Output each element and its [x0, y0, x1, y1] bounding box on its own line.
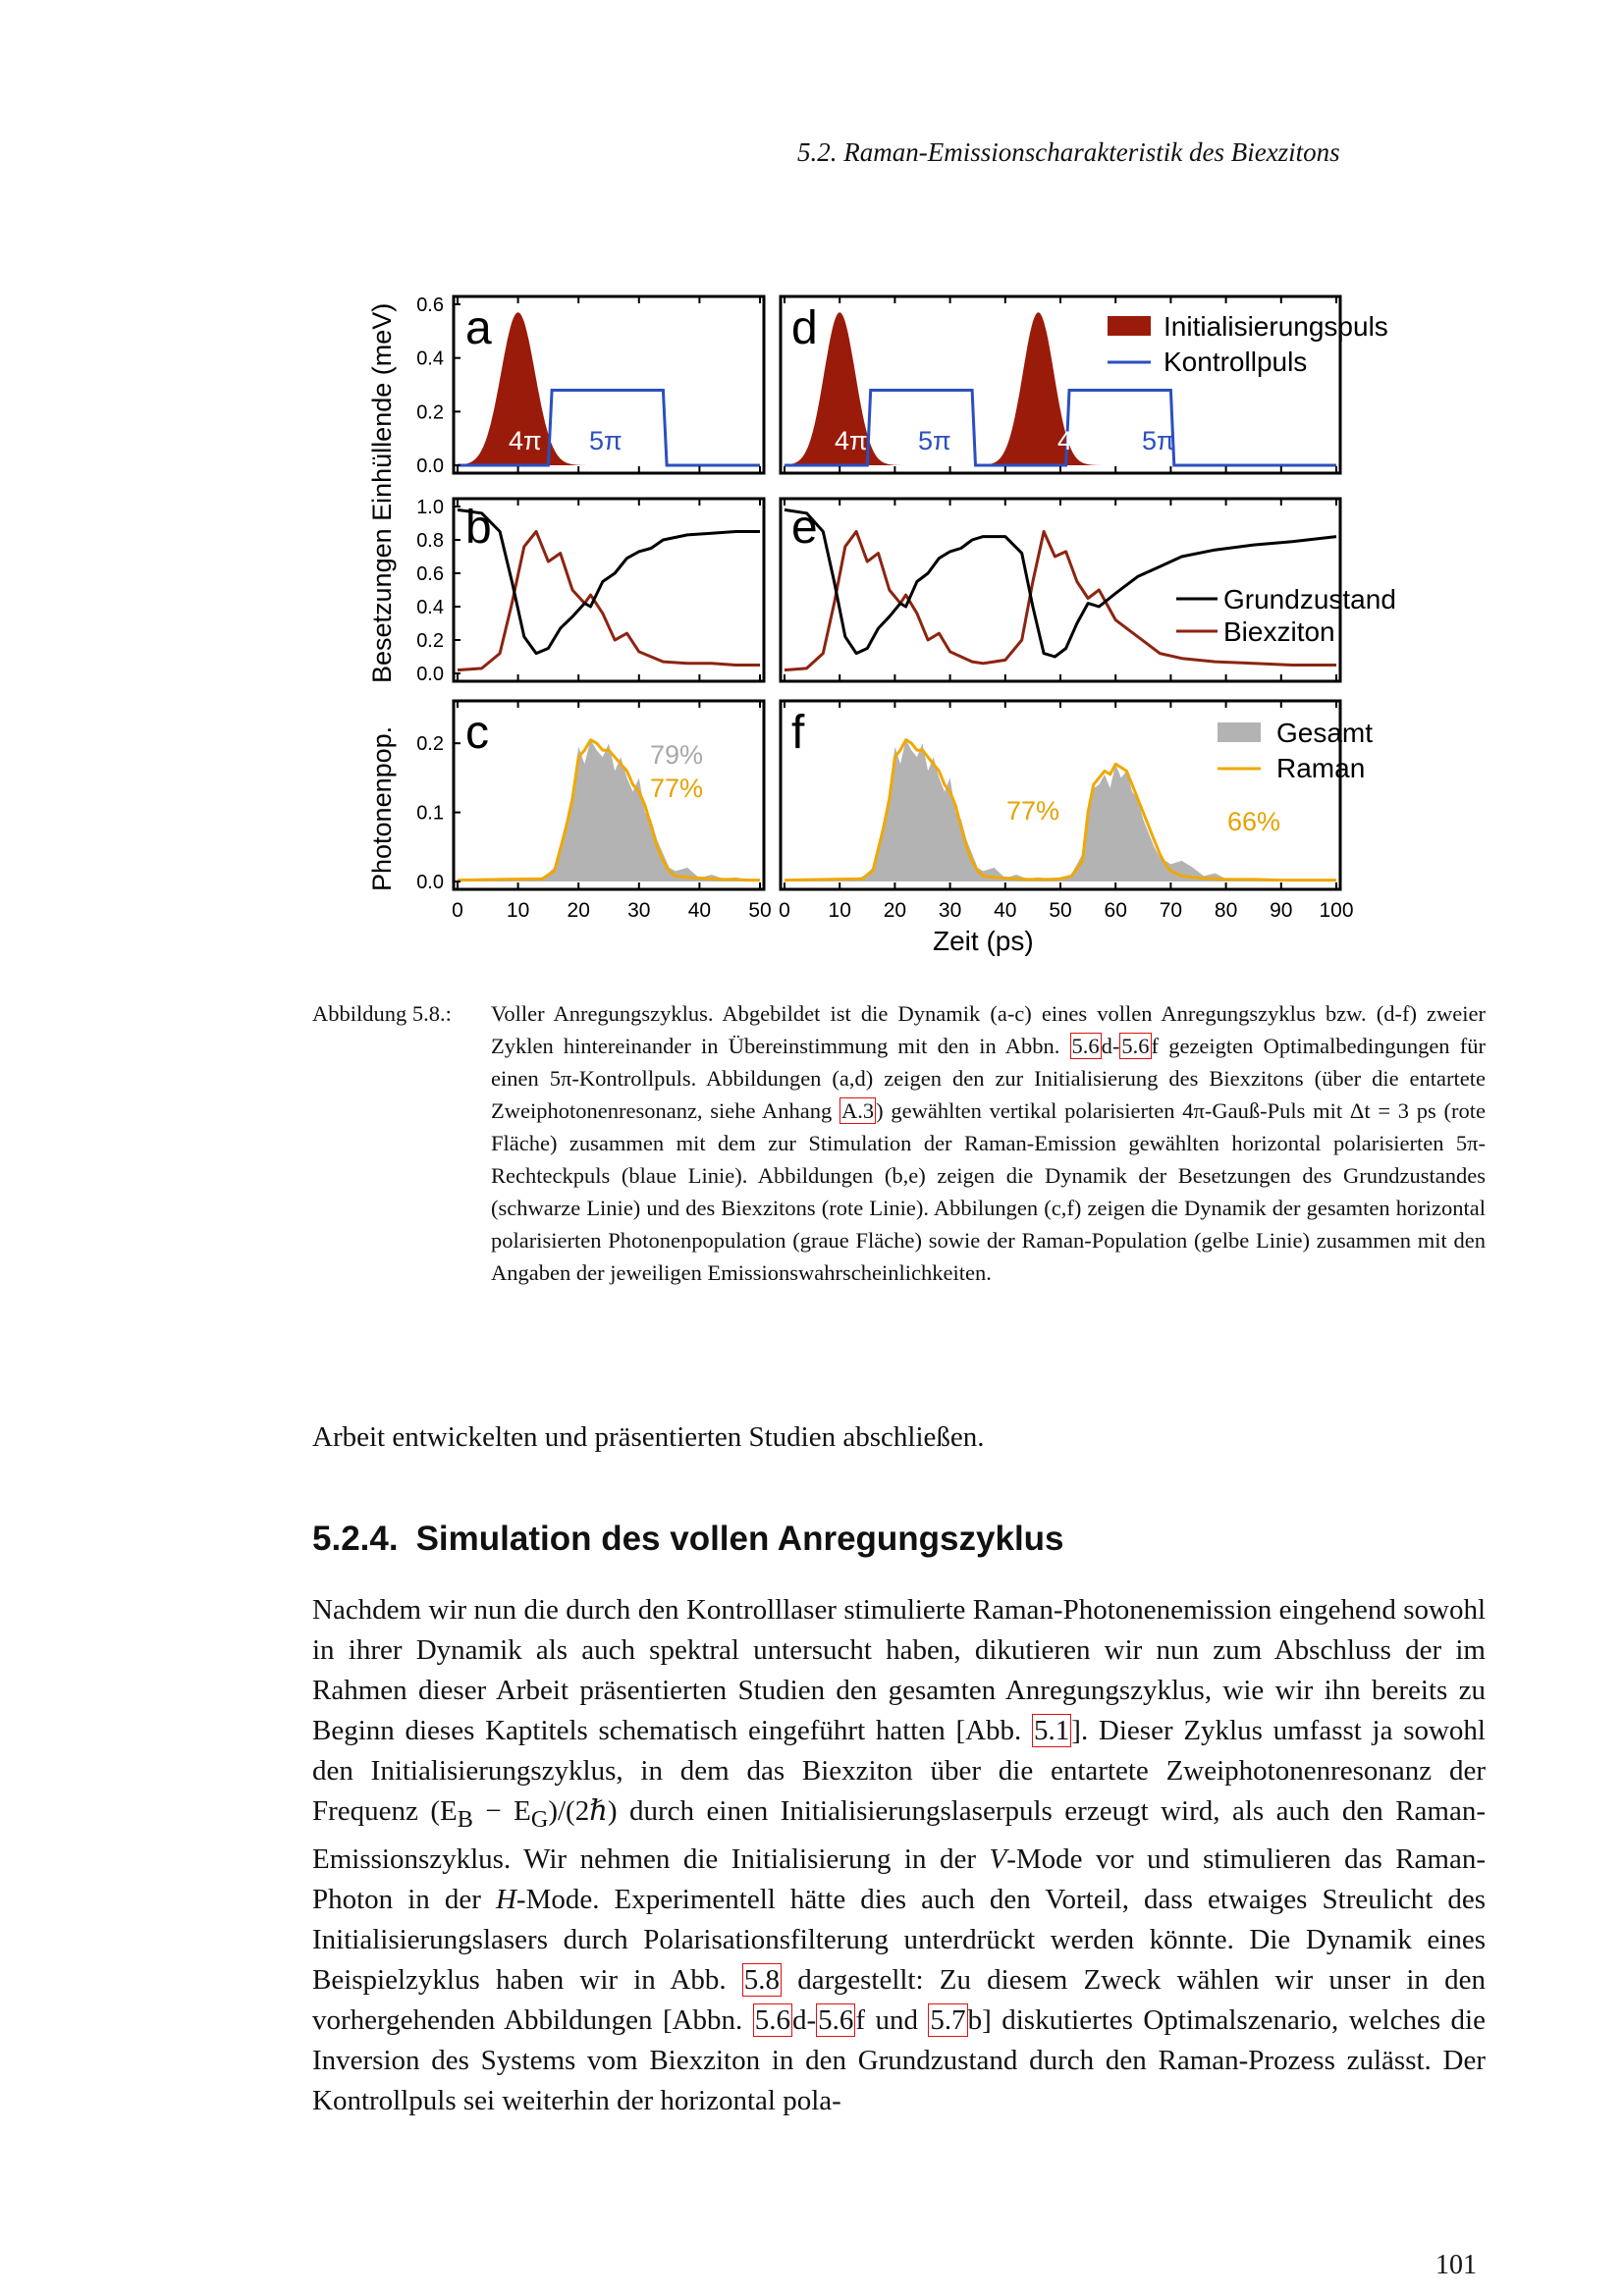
subscript: G	[530, 1805, 549, 1833]
section-title: Simulation des vollen Anregungszyklus	[415, 1520, 1064, 1558]
body-text: − E	[472, 1795, 531, 1827]
panel-letter-c: c	[465, 707, 489, 759]
panel-letter-e: e	[791, 502, 818, 554]
ref-link[interactable]: 5.6	[818, 2003, 854, 2036]
pulse-label-init-d2: 4π	[1057, 426, 1091, 455]
figure-5-8	[353, 263, 1434, 989]
panel-c-ytick-label: 0.2	[416, 733, 444, 756]
legend-total-swatch	[1218, 722, 1261, 742]
panel-c-ytick-label: 0.1	[416, 802, 444, 825]
section-heading	[312, 1520, 1064, 1559]
body-text: d-	[791, 2003, 817, 2036]
legend-raman-label: Raman	[1276, 753, 1366, 783]
body-text: -Mode. Experimentell hätte dies auch den Vorteil, dass etwaiges Streulicht des Initialisierungslasers durch Polarisationsfilterung unterdrückt werden könnte. Die Dynamik eines Beispielzyklus haben wir in Abb.	[312, 1883, 1487, 1996]
xtick-label: 80	[1214, 899, 1238, 922]
ref-link[interactable]: 5.6	[1071, 1034, 1100, 1058]
c-raman-pct: 77%	[650, 774, 704, 803]
panel-a-ytick-label: 0.4	[416, 347, 444, 370]
panel-c-ytick-label: 0.0	[416, 872, 444, 893]
xtick-label: 60	[1104, 899, 1127, 922]
legend-init-swatch	[1108, 316, 1151, 336]
xtick-label: 10	[828, 899, 851, 922]
caption-label: Abbildung 5.8.:	[312, 1001, 452, 1026]
figure-caption	[312, 997, 1486, 1289]
xtick-label: 40	[994, 899, 1017, 922]
panel-letter-f: f	[791, 707, 805, 759]
body-text: Nachdem wir nun die durch den Kontrolllaser stimulierte Raman-Photonenemission eingehend sowohl in ihrer Dynamik als auch spektral untersucht haben, dikutieren wir nun zum Abschluss der im Rahmen dieser Arbeit präsentierten Studien den gesamten Anregungszyklus, wie wir ihn bereits zu Beginn dieses Kaptitels schematisch eingeführt hatten [Abb.	[312, 1594, 1486, 1746]
ref-link[interactable]: 5.7	[930, 2003, 966, 2036]
body-text: dargestellt: Zu diesem Zweck wählen wir unser in den vorhergehenden Abbildungen [Abbn.	[312, 1963, 1486, 2036]
caption-text: f gezeigten Optimalbedingungen für einen 5π-Kontrollpuls. Abbildungen (a,d) zeigen den zur Initialisierung des Biexzitons (über die entartete Zweiphotonenresonanz, siehe Anhang	[491, 1034, 1486, 1123]
pulse-label-ctrl-d1: 5π	[918, 426, 951, 455]
pulse-label-ctrl-a: 5π	[589, 426, 623, 455]
xtick-label: 10	[506, 899, 530, 922]
panel-a-ytick-label: 0.6	[416, 294, 444, 316]
panel-b-ytick-label: 0.8	[416, 530, 444, 552]
ref-link[interactable]: A.3	[841, 1098, 875, 1123]
math-h: H	[495, 1883, 516, 1915]
xtick-label: 30	[627, 899, 651, 922]
panel-letter-a: a	[465, 302, 492, 354]
body-text: )/(2ℏ) durch einen Initialisierungslaserpuls erzeugt wird, als auch den Raman-Emissionszyklus. Wir nehmen die Initialisierung in der	[312, 1795, 1486, 1875]
total-photon-area	[458, 740, 760, 881]
ref-link[interactable]: 5.6	[1121, 1034, 1150, 1058]
legend-biex-label: Biexziton	[1223, 616, 1335, 647]
c-total-pct: 79%	[650, 740, 704, 770]
panel-b-ytick-label: 0.2	[416, 630, 444, 652]
caption-text: ) gewählten vertikal polarisierten 4π-Gauß-Puls mit Δt = 3 ps (rote Fläche) zusammen mit dem zur Stimulation der Raman-Emission gewählten horizontal polarisierten 5π-Rechteckpuls (blaue Linie). Abbildungen (b,e) zeigen die Dynamik der Besetzungen des Grundzustandes (schwarze Linie) und des Biexzitons (rote Linie). Abbilungen (c,f) zeigen die Dynamik der gesamten horizontal polarisierten Photonenpopulation (graue Fläche) sowie der Raman-Population (gelbe Linie) zusammen mit den Angaben der jeweiligen Emissionswahrscheinlichkeiten.	[491, 1098, 1487, 1285]
y-label-top: Besetzungen Einhüllende (meV)	[367, 302, 397, 683]
xtick-label: 0	[779, 899, 790, 922]
ref-link[interactable]: 5.8	[743, 1963, 781, 1996]
body-text: ]. Dieser Zyklus umfasst ja sowohl den Initialisierungszyklus, in dem das Biexziton über die entartete Zweiphotonenresonanz der Frequenz (E	[312, 1715, 1486, 1827]
panel-a-ytick-label: 0.2	[416, 401, 444, 424]
xtick-label: 70	[1159, 899, 1183, 922]
legend-ground-label: Grundzustand	[1223, 584, 1396, 614]
caption-text: Voller Anregungszyklus. Abgebildet ist die Dynamik (a-c) eines vollen Anregungszyklus bzw. (d-f) zweier Zyklen hintereinander in Übereinstimmung mit den in Abbn.	[491, 1001, 1486, 1058]
y-label-bottom: Photonenpop.	[367, 725, 397, 891]
body-paragraph	[312, 1590, 1486, 2121]
body-text: f und	[855, 2003, 929, 2036]
body-text: -Mode vor und stimulieren das Raman-Photon in der	[312, 1842, 1487, 1915]
f-first-pct: 77%	[1006, 796, 1060, 826]
panel-a-ytick-label: 0.0	[416, 455, 444, 477]
legend-total-label: Gesamt	[1276, 718, 1374, 748]
page-number: 101	[1435, 2250, 1477, 2280]
xtick-label: 90	[1270, 899, 1293, 922]
panel-b-ytick-label: 0.0	[416, 664, 444, 685]
x-axis-label: Zeit (ps)	[933, 926, 1034, 956]
legend-init-label: Initialisierungspuls	[1164, 311, 1388, 342]
panel-b-ytick-label: 0.4	[416, 597, 444, 618]
xtick-label: 40	[687, 899, 712, 922]
xtick-label: 0	[452, 899, 463, 922]
math-v: V	[989, 1842, 1007, 1875]
ground-state-line	[458, 509, 760, 653]
paragraph-end: Arbeit entwickelten und präsentierten Studien abschließen.	[312, 1421, 985, 1453]
xtick-label: 20	[567, 899, 590, 922]
xtick-label: 20	[883, 899, 907, 922]
caption-text: d-	[1101, 1034, 1120, 1058]
legend-ctrl-label: Kontrollpuls	[1164, 347, 1308, 377]
ref-link[interactable]: 5.6	[754, 2003, 790, 2036]
f-second-pct: 66%	[1227, 807, 1281, 836]
biexciton-line	[458, 532, 760, 670]
panel-letter-d: d	[791, 302, 818, 354]
pulse-label-init-d1: 4π	[835, 426, 868, 455]
xtick-label: 50	[1049, 899, 1072, 922]
pulse-label-ctrl-d2: 5π	[1142, 426, 1175, 455]
xtick-label: 100	[1319, 899, 1354, 922]
pulse-label-init-a: 4π	[509, 426, 542, 455]
panel-b-ytick-label: 0.6	[416, 563, 444, 585]
panel-b-ytick-label: 1.0	[416, 497, 444, 518]
caption-body	[491, 997, 1486, 1289]
section-number: 5.2.4.	[312, 1520, 399, 1558]
xtick-label: 30	[938, 899, 962, 922]
ref-link[interactable]: 5.1	[1034, 1715, 1070, 1746]
subscript: B	[457, 1805, 473, 1833]
panel-letter-b: b	[465, 502, 492, 554]
body-text: b] diskutiertes Optimalszenario, welches die Inversion des Systems vom Biexziton in den Grundzustand durch den Raman-Prozess zulässt. Der Kontrollpuls sei weiterhin der horizontal pola-	[312, 2003, 1486, 2116]
running-header: 5.2. Raman-Emissionscharakteristik des Biexzitons	[797, 137, 1340, 167]
xtick-label: 50	[748, 899, 772, 922]
